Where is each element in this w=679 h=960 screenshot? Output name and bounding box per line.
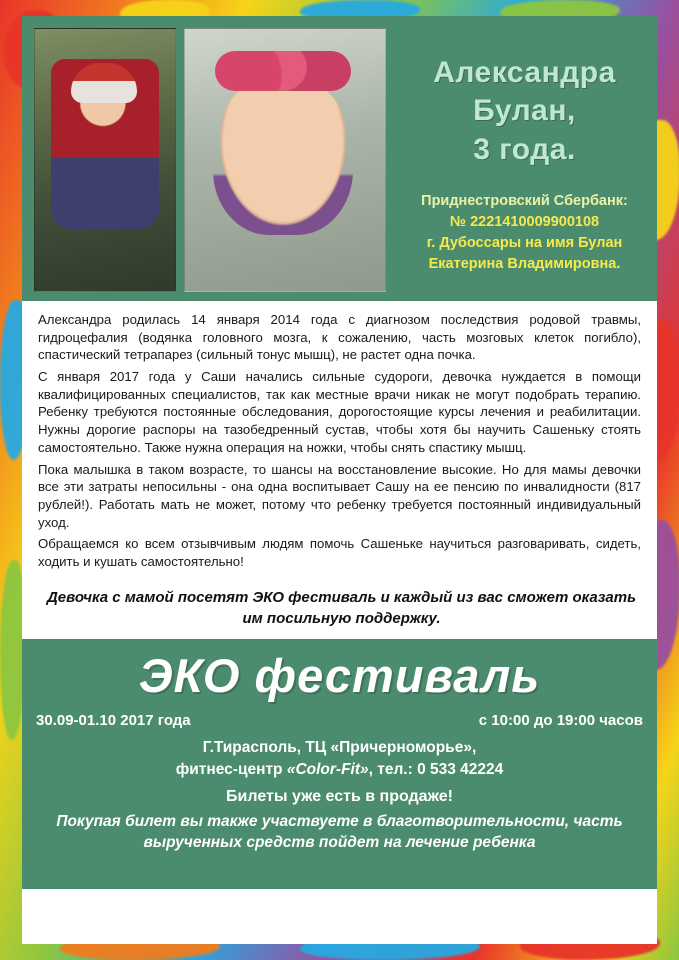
photo-child-stroller — [34, 28, 176, 292]
story-paragraph: Пока малышка в таком возрасте, то шансы на восстановление высокие. Но для мамы девочки все эти затраты непосильны - она одна воспитывает Сашу на ее пенсию по инвалидности (817 рублей!). Работать мать не может, потому что ребенку требуется постоянный индивидуальный уход. — [38, 461, 641, 530]
festival-block — [22, 639, 657, 889]
photo-child-portrait — [184, 28, 386, 292]
festival-dates: 30.09-01.10 2017 года — [36, 711, 191, 729]
highlight-message: Девочка с мамой посетят ЭКО фестиваль и каждый из вас сможет оказать им посильную поддержку. — [46, 588, 637, 627]
festival-datetime-row — [36, 712, 643, 729]
bank-branch: г. Дубоссары на имя Булан — [426, 235, 623, 252]
child-name-line-2: Булан, — [473, 94, 576, 128]
bank-account-number: № 2221410009900108 — [449, 214, 600, 231]
bank-holder: Екатерина Владимировна. — [428, 256, 621, 273]
story-text — [22, 301, 657, 579]
story-paragraph: Александра родилась 14 января 2014 года с диагнозом последствия родовой травмы, гидроцефалия (водянка головного мозга, к сожалению, часть мозговых клеток погибло), спастический тетрапарез (сильный тонус мышц), не растет одна почка. — [38, 312, 641, 363]
festival-venue — [36, 737, 643, 782]
festival-venue-prefix: фитнес-центр — [175, 761, 287, 779]
story-paragraph: Обращаемся ко всем отзывчивым людям помочь Сашеньке научиться разговаривать, сидеть, ходить и кушать самостоятельно! — [38, 536, 641, 569]
bank-label: Приднестровский Сбербанк: — [421, 193, 628, 210]
header-text-block — [394, 28, 645, 289]
festival-tickets: Билеты уже есть в продаже! — [226, 787, 453, 805]
poster-header — [22, 16, 657, 301]
festival-venue-line-2 — [36, 759, 643, 781]
festival-venue-line-1: Г.Тирасполь, ТЦ «Причерноморье», — [202, 738, 477, 756]
festival-hours: с 10:00 до 19:00 часов — [478, 711, 643, 729]
festival-venue-phone: , тел.: 0 533 42224 — [368, 761, 504, 779]
story-paragraph: С января 2017 года у Саши начались сильные судороги, девочка нуждается в помощи квалифицированных специалистов, так как местные врачи никак не могут подобрать терапию. Ребенку требуются постоянные обследования, дорогостоящие курсы лечения и реабилитации. Нужны дорогие распоры на тазобедренный сустав, чтобы хотя бы научить Сашеньку стоять самостоятельно. Также нужна операция на ножки, чтобы снять спастику мышц. — [38, 369, 641, 455]
child-name-line-1: Александра — [433, 56, 616, 89]
festival-title: ЭКО фестиваль — [138, 648, 541, 702]
festival-charity-note: Покупая билет вы также участвуете в благотворительности, часть вырученных средств пойдет на лечение ребенка — [56, 812, 623, 851]
child-name — [404, 54, 645, 169]
poster-inner-card — [22, 16, 657, 944]
bank-details — [404, 191, 645, 275]
festival-venue-name: «Color-Fit» — [286, 761, 369, 779]
child-name-line-3: 3 года. — [473, 132, 576, 166]
